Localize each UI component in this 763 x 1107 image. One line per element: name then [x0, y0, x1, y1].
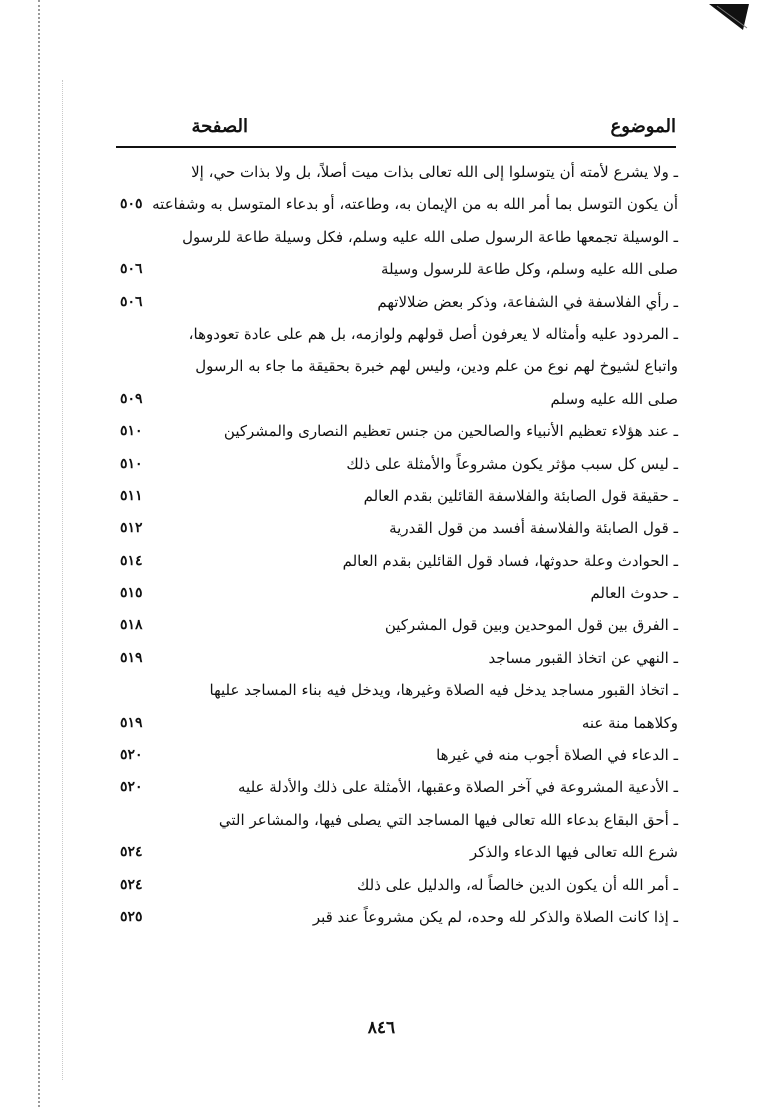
toc-entry — [116, 156, 678, 188]
toc-entry — [116, 383, 678, 415]
toc-entry-text: أن يكون التوسل بما أمر الله به من الإيمان به، وطاعته، أو بدعاء المتوسل به وشفاعته — [152, 195, 678, 214]
toc-entry-text: ـ أمر الله أن يكون الدين خالصاً له، والدليل على ذلك — [357, 875, 678, 894]
toc-entry-page: ٥٠٩ — [120, 390, 143, 407]
table-of-contents — [116, 156, 678, 933]
toc-entry-text: وكلاهما منة عنه — [581, 713, 678, 732]
toc-entry — [116, 901, 678, 933]
toc-entry-page: ٥١٩ — [120, 649, 143, 666]
toc-entry-page: ٥١٤ — [120, 552, 143, 569]
toc-entry-text: ـ الأدعية المشروعة في آخر الصلاة وعقبها، الأمثلة على ذلك والأدلة عليه — [238, 778, 678, 797]
toc-entry — [116, 545, 678, 577]
toc-entry-text: ـ ليس كل سبب مؤثر يكون مشروعاً والأمثلة على ذلك — [346, 454, 678, 473]
toc-entry — [116, 771, 678, 803]
toc-entry — [116, 609, 678, 641]
toc-entry — [116, 480, 678, 512]
toc-entry-page: ٥١٢ — [120, 520, 143, 537]
toc-entry-page: ٥٢٥ — [120, 908, 143, 925]
toc-entry-text: ـ رأي الفلاسفة في الشفاعة، وذكر بعض ضلالاتهم — [377, 292, 678, 311]
toc-entry — [116, 253, 678, 285]
toc-entry-text: ـ حدوث العالم — [590, 584, 678, 603]
toc-entry-text: ـ الوسيلة تجمعها طاعة الرسول صلى الله عليه وسلم، فكل وسيلة طاعة للرسول — [182, 227, 678, 246]
toc-entry-text: صلى الله عليه وسلم، وكل طاعة للرسول وسيلة — [380, 260, 678, 279]
toc-entry-text: ـ المردود عليه وأمثاله لا يعرفون أصل قولهم ولوازمه، بل هم على عادة تعودوها، — [188, 324, 678, 343]
topic-column-heading: الموضوع — [610, 116, 676, 137]
toc-entry — [116, 448, 678, 480]
toc-entry-page: ٥١٨ — [120, 617, 143, 634]
scan-dotted-margin-inner — [62, 80, 63, 1080]
toc-entry-text: ـ حقيقة قول الصابئة والفلاسفة القائلين بقدم العالم — [363, 486, 678, 505]
toc-entry-page: ٥١٠ — [120, 423, 143, 440]
toc-entry — [116, 739, 678, 771]
page-column-heading: الصفحة — [191, 116, 248, 137]
toc-entry-page: ٥١١ — [120, 487, 143, 504]
toc-entry-text: ـ أحق البقاع بدعاء الله تعالى فيها المساجد التي يصلى فيها، والمشاعر التي — [218, 810, 678, 829]
toc-entry-page: ٥١٠ — [120, 455, 143, 472]
toc-entry-text: ـ قول الصابئة والفلاسفة أفسد من قول القدرية — [389, 519, 678, 538]
toc-entry — [116, 707, 678, 739]
toc-entry-page: ٥٢٤ — [120, 844, 143, 861]
toc-entry — [116, 318, 678, 350]
toc-entry-text: ـ إذا كانت الصلاة والذكر لله وحده، لم يكن مشروعاً عند قبر — [312, 907, 678, 926]
page-number: ٨٤٦ — [367, 1018, 396, 1038]
toc-entry-page: ٥٠٦ — [120, 261, 143, 278]
toc-entry-page: ٥٠٥ — [120, 196, 143, 213]
toc-entry-page: ٥١٥ — [120, 585, 143, 602]
toc-entry — [116, 674, 678, 706]
toc-header — [116, 112, 676, 148]
toc-entry — [116, 350, 678, 382]
toc-entry — [116, 869, 678, 901]
toc-entry — [116, 286, 678, 318]
toc-entry-text: ـ الدعاء في الصلاة أجوب منه في غيرها — [436, 746, 678, 765]
scan-dotted-margin — [38, 0, 40, 1107]
toc-entry-page: ٥١٩ — [120, 714, 143, 731]
toc-entry — [116, 512, 678, 544]
toc-entry — [116, 804, 678, 836]
toc-entry — [116, 577, 678, 609]
toc-entry — [116, 188, 678, 220]
toc-entry-text: صلى الله عليه وسلم — [550, 389, 678, 408]
toc-entry — [116, 642, 678, 674]
toc-entry — [116, 415, 678, 447]
toc-entry-text: ـ النهي عن اتخاذ القبور مساجد — [488, 648, 678, 667]
toc-entry-text: ـ الفرق بين قول الموحدين وبين قول المشركين — [384, 616, 678, 635]
toc-entry — [116, 221, 678, 253]
toc-entry-page: ٥٠٦ — [120, 293, 143, 310]
toc-entry-page: ٥٢٠ — [120, 747, 143, 764]
toc-entry-text: واتباع لشيوخ لهم نوع من علم ودين، وليس لهم خبرة بحقيقة ما جاء به الرسول — [195, 357, 678, 376]
toc-entry — [116, 836, 678, 868]
toc-entry-page: ٥٢٤ — [120, 876, 143, 893]
toc-entry-text: ـ عند هؤلاء تعظيم الأنبياء والصالحين من جنس تعظيم النصارى والمشركين — [223, 422, 678, 441]
toc-entry-text: ـ الحوادث وعلة حدوثها، فساد قول القائلين بقدم العالم — [342, 551, 678, 570]
toc-entry-text: شرع الله تعالى فيها الدعاء والذكر — [469, 843, 678, 862]
toc-entry-text: ـ اتخاذ القبور مساجد يدخل فيه الصلاة وغيرها، ويدخل فيه بناء المساجد عليها — [209, 681, 678, 700]
toc-entry-text: ـ ولا يشرع لأمته أن يتوسلوا إلى الله تعالى بذات ميت أصلاً، بل ولا بذات حي، إلا — [191, 163, 678, 181]
toc-entry-page: ٥٢٠ — [120, 779, 143, 796]
page-corner-fold-icon — [709, 4, 749, 32]
